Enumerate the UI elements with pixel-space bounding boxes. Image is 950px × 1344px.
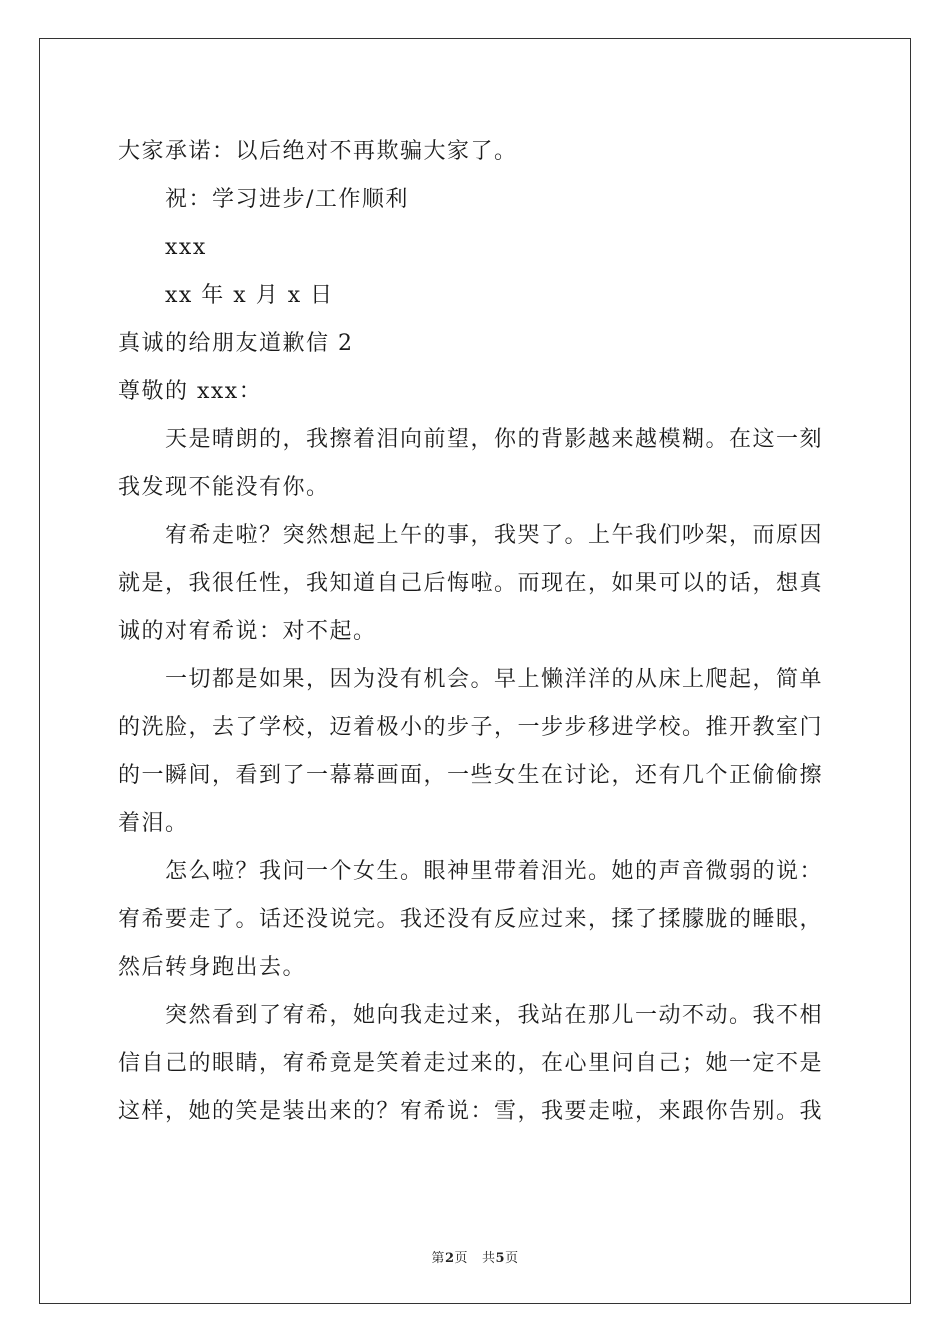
paragraph	[118, 512, 836, 656]
text-line: xx 年 x 月 x 日	[165, 283, 334, 308]
text-line: 宥希要走了。话还没说完。我还没有反应过来，揉了揉朦胧的睡眼，	[118, 907, 824, 932]
text-line: 的洗脸，去了学校，迈着极小的步子，一步步移进学校。推开教室门	[118, 715, 824, 740]
footer-total-prefix: 共	[482, 1251, 496, 1266]
footer-page-prefix: 第	[431, 1251, 445, 1266]
text-line: 信自己的眼睛，宥希竟是笑着走过来的，在心里问自己；她一定不是	[118, 1051, 824, 1076]
paragraph	[118, 416, 836, 512]
text-line: 祝：学习进步/工作顺利	[165, 187, 409, 212]
text-line: 着泪。	[118, 811, 189, 836]
text-line: 宥希走啦？突然想起上午的事，我哭了。上午我们吵架，而原因	[165, 523, 824, 548]
text-line: 我发现不能没有你。	[118, 475, 330, 500]
text-line: 诚的对宥希说：对不起。	[118, 619, 377, 644]
footer-page-suffix: 页	[454, 1251, 468, 1266]
text-line: 就是，我很任性，我知道自己后悔啦。而现在，如果可以的话，想真	[118, 571, 824, 596]
paragraph	[118, 128, 836, 176]
document-body	[118, 128, 836, 1136]
paragraph	[118, 176, 836, 224]
paragraph	[118, 992, 836, 1136]
paragraph	[118, 656, 836, 848]
page-footer	[0, 1247, 950, 1266]
text-line: 真诚的给朋友道歉信 2	[118, 331, 354, 356]
text-line: 一切都是如果，因为没有机会。早上懒洋洋的从床上爬起，简单	[165, 667, 824, 692]
text-line: 天是晴朗的，我擦着泪向前望，你的背影越来越模糊。在这一刻	[165, 427, 824, 452]
text-line: 大家承诺：以后绝对不再欺骗大家了。	[118, 139, 518, 164]
footer-page-current: 2	[444, 1251, 455, 1266]
footer-page-total: 5	[495, 1251, 506, 1266]
paragraph	[118, 224, 836, 272]
text-line: 尊敬的 xxx：	[118, 379, 263, 404]
text-line: 突然看到了宥希，她向我走过来，我站在那儿一动不动。我不相	[165, 1003, 824, 1028]
paragraph	[118, 368, 836, 416]
paragraph	[118, 272, 836, 320]
paragraph	[118, 848, 836, 992]
text-line: 然后转身跑出去。	[118, 955, 307, 980]
text-line: 这样，她的笑是装出来的？宥希说：雪，我要走啦，来跟你告别。我	[118, 1099, 824, 1124]
footer-total-suffix: 页	[505, 1251, 519, 1266]
text-line: 的一瞬间，看到了一幕幕画面，一些女生在讨论，还有几个正偷偷擦	[118, 763, 824, 788]
paragraph	[118, 320, 836, 368]
text-line: 怎么啦？我问一个女生。眼神里带着泪光。她的声音微弱的说：	[165, 859, 824, 884]
text-line: xxx	[165, 235, 207, 260]
